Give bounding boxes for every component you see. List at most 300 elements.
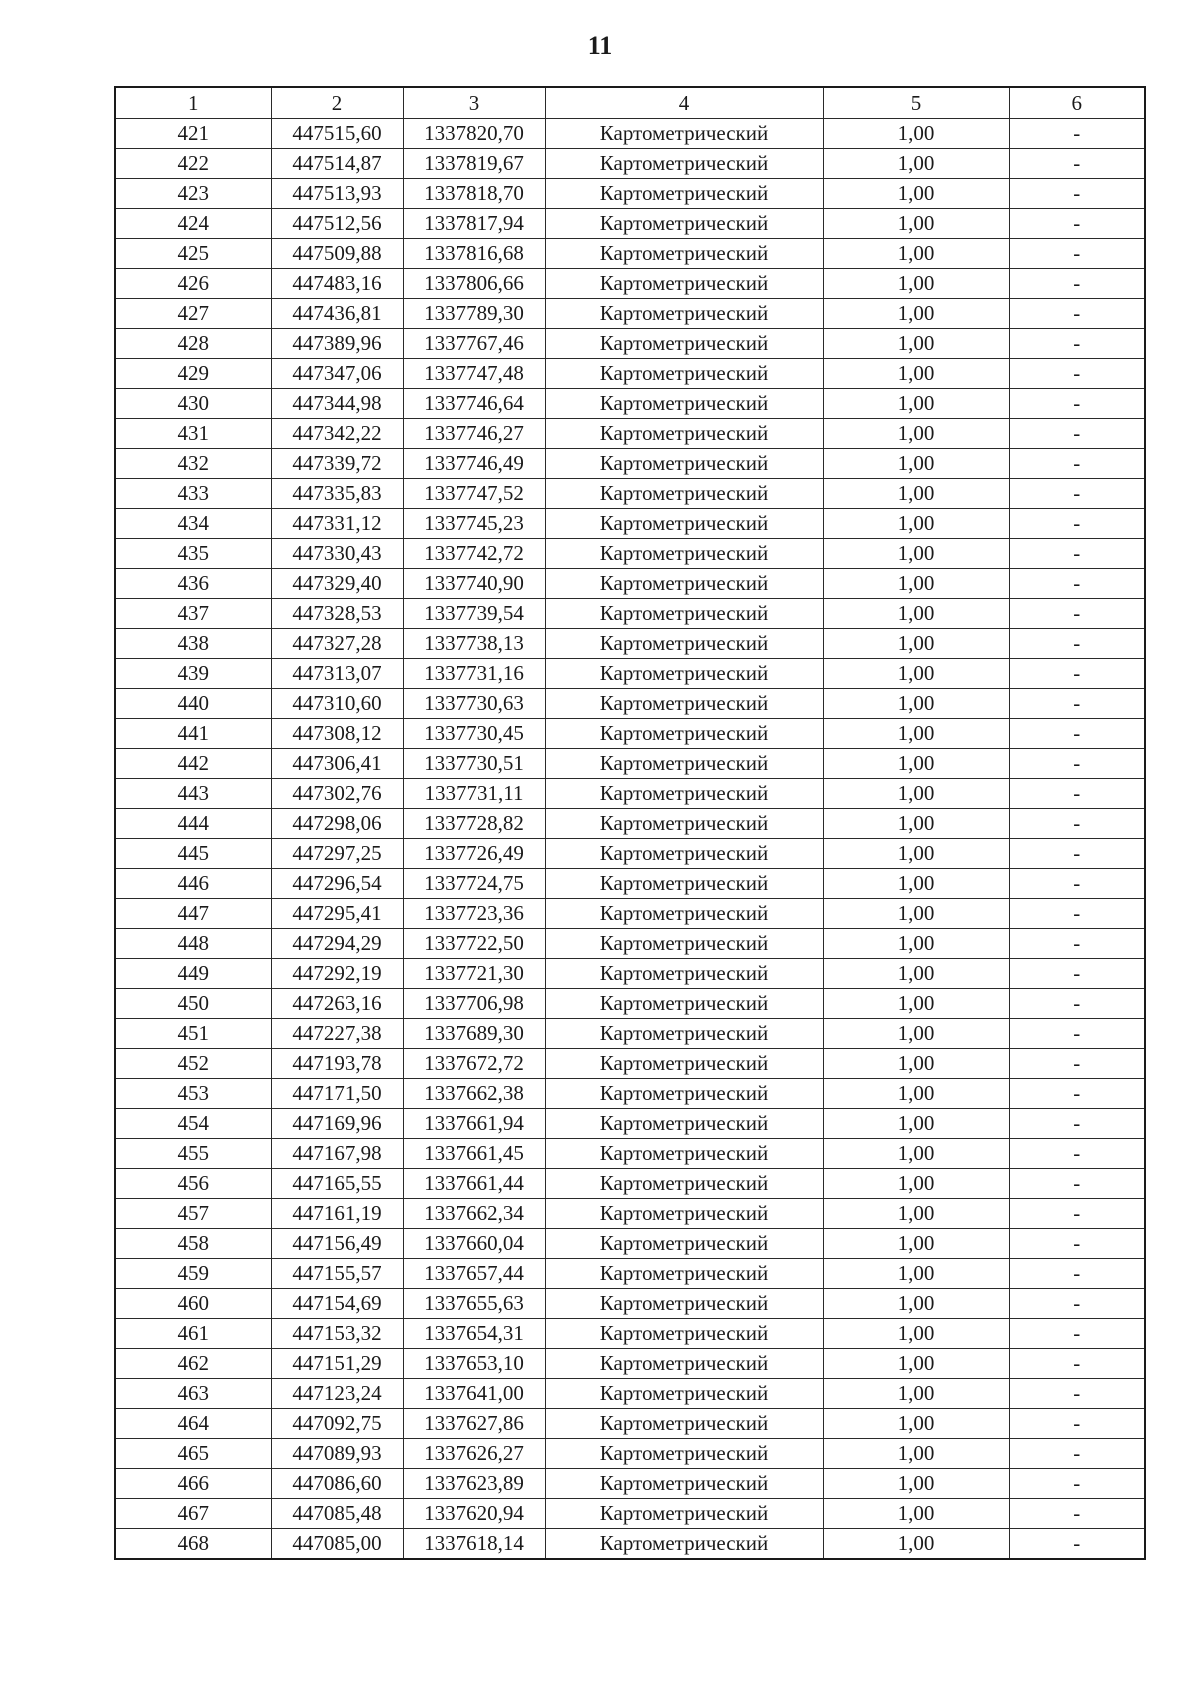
method-cell: Картометрический: [545, 749, 823, 779]
y-coordinate-cell: 1337745,23: [403, 509, 545, 539]
y-coordinate-cell: 1337767,46: [403, 329, 545, 359]
description-cell: -: [1009, 959, 1145, 989]
y-coordinate-cell: 1337662,38: [403, 1079, 545, 1109]
accuracy-cell: 1,00: [823, 1199, 1009, 1229]
point-number-cell: 448: [115, 929, 271, 959]
x-coordinate-cell: 447123,24: [271, 1379, 403, 1409]
accuracy-cell: 1,00: [823, 1109, 1009, 1139]
accuracy-cell: 1,00: [823, 959, 1009, 989]
accuracy-cell: 1,00: [823, 149, 1009, 179]
y-coordinate-cell: 1337627,86: [403, 1409, 545, 1439]
table-row: [115, 509, 1145, 539]
table-row: [115, 629, 1145, 659]
table-row: [115, 269, 1145, 299]
x-coordinate-cell: 447512,56: [271, 209, 403, 239]
description-cell: -: [1009, 1169, 1145, 1199]
point-number-cell: 456: [115, 1169, 271, 1199]
point-number-cell: 461: [115, 1319, 271, 1349]
method-cell: Картометрический: [545, 209, 823, 239]
y-coordinate-cell: 1337730,51: [403, 749, 545, 779]
y-coordinate-cell: 1337819,67: [403, 149, 545, 179]
description-cell: -: [1009, 1409, 1145, 1439]
x-coordinate-cell: 447086,60: [271, 1469, 403, 1499]
y-coordinate-cell: 1337789,30: [403, 299, 545, 329]
y-coordinate-cell: 1337657,44: [403, 1259, 545, 1289]
x-coordinate-cell: 447156,49: [271, 1229, 403, 1259]
point-number-cell: 443: [115, 779, 271, 809]
method-cell: Картометрический: [545, 569, 823, 599]
description-cell: -: [1009, 599, 1145, 629]
x-coordinate-cell: 447342,22: [271, 419, 403, 449]
x-coordinate-cell: 447085,00: [271, 1529, 403, 1560]
column-header-3: 3: [403, 87, 545, 119]
x-coordinate-cell: 447515,60: [271, 119, 403, 149]
x-coordinate-cell: 447308,12: [271, 719, 403, 749]
point-number-cell: 447: [115, 899, 271, 929]
method-cell: Картометрический: [545, 959, 823, 989]
description-cell: -: [1009, 479, 1145, 509]
x-coordinate-cell: 447292,19: [271, 959, 403, 989]
point-number-cell: 452: [115, 1049, 271, 1079]
column-header-6: 6: [1009, 87, 1145, 119]
x-coordinate-cell: 447167,98: [271, 1139, 403, 1169]
point-number-cell: 463: [115, 1379, 271, 1409]
method-cell: Картометрический: [545, 1529, 823, 1560]
table-row: [115, 1469, 1145, 1499]
x-coordinate-cell: 447298,06: [271, 809, 403, 839]
method-cell: Картометрический: [545, 389, 823, 419]
accuracy-cell: 1,00: [823, 1169, 1009, 1199]
y-coordinate-cell: 1337689,30: [403, 1019, 545, 1049]
description-cell: -: [1009, 419, 1145, 449]
method-cell: Картометрический: [545, 119, 823, 149]
x-coordinate-cell: 447296,54: [271, 869, 403, 899]
description-cell: -: [1009, 1469, 1145, 1499]
y-coordinate-cell: 1337746,64: [403, 389, 545, 419]
point-number-cell: 460: [115, 1289, 271, 1319]
table-row: [115, 749, 1145, 779]
accuracy-cell: 1,00: [823, 1139, 1009, 1169]
y-coordinate-cell: 1337654,31: [403, 1319, 545, 1349]
y-coordinate-cell: 1337738,13: [403, 629, 545, 659]
table-row: [115, 839, 1145, 869]
y-coordinate-cell: 1337618,14: [403, 1529, 545, 1560]
point-number-cell: 430: [115, 389, 271, 419]
description-cell: -: [1009, 119, 1145, 149]
point-number-cell: 426: [115, 269, 271, 299]
accuracy-cell: 1,00: [823, 539, 1009, 569]
method-cell: Картометрический: [545, 869, 823, 899]
accuracy-cell: 1,00: [823, 989, 1009, 1019]
table-row: [115, 299, 1145, 329]
column-header-4: 4: [545, 87, 823, 119]
method-cell: Картометрический: [545, 1499, 823, 1529]
method-cell: Картометрический: [545, 599, 823, 629]
x-coordinate-cell: 447310,60: [271, 689, 403, 719]
method-cell: Картометрический: [545, 1469, 823, 1499]
point-number-cell: 422: [115, 149, 271, 179]
description-cell: -: [1009, 1499, 1145, 1529]
description-cell: -: [1009, 869, 1145, 899]
point-number-cell: 446: [115, 869, 271, 899]
table-row: [115, 1019, 1145, 1049]
method-cell: Картометрический: [545, 1169, 823, 1199]
description-cell: -: [1009, 329, 1145, 359]
point-number-cell: 428: [115, 329, 271, 359]
description-cell: -: [1009, 509, 1145, 539]
method-cell: Картометрический: [545, 1139, 823, 1169]
method-cell: Картометрический: [545, 1199, 823, 1229]
x-coordinate-cell: 447347,06: [271, 359, 403, 389]
y-coordinate-cell: 1337672,72: [403, 1049, 545, 1079]
accuracy-cell: 1,00: [823, 479, 1009, 509]
x-coordinate-cell: 447295,41: [271, 899, 403, 929]
x-coordinate-cell: 447294,29: [271, 929, 403, 959]
description-cell: -: [1009, 989, 1145, 1019]
point-number-cell: 467: [115, 1499, 271, 1529]
description-cell: -: [1009, 1049, 1145, 1079]
x-coordinate-cell: 447329,40: [271, 569, 403, 599]
accuracy-cell: 1,00: [823, 1259, 1009, 1289]
x-coordinate-cell: 447509,88: [271, 239, 403, 269]
table-row: [115, 779, 1145, 809]
method-cell: Картометрический: [545, 689, 823, 719]
table-row: [115, 1049, 1145, 1079]
description-cell: -: [1009, 389, 1145, 419]
method-cell: Картометрический: [545, 269, 823, 299]
y-coordinate-cell: 1337730,63: [403, 689, 545, 719]
table-row: [115, 899, 1145, 929]
method-cell: Картометрический: [545, 719, 823, 749]
point-number-cell: 462: [115, 1349, 271, 1379]
y-coordinate-cell: 1337641,00: [403, 1379, 545, 1409]
point-number-cell: 449: [115, 959, 271, 989]
method-cell: Картометрический: [545, 779, 823, 809]
accuracy-cell: 1,00: [823, 569, 1009, 599]
point-number-cell: 466: [115, 1469, 271, 1499]
x-coordinate-cell: 447193,78: [271, 1049, 403, 1079]
method-cell: Картометрический: [545, 899, 823, 929]
description-cell: -: [1009, 749, 1145, 779]
table-row: [115, 1529, 1145, 1560]
table-body: [115, 119, 1145, 1560]
y-coordinate-cell: 1337746,27: [403, 419, 545, 449]
table-row: [115, 689, 1145, 719]
point-number-cell: 421: [115, 119, 271, 149]
table-row: [115, 449, 1145, 479]
description-cell: -: [1009, 239, 1145, 269]
x-coordinate-cell: 447227,38: [271, 1019, 403, 1049]
description-cell: -: [1009, 809, 1145, 839]
x-coordinate-cell: 447389,96: [271, 329, 403, 359]
accuracy-cell: 1,00: [823, 629, 1009, 659]
description-cell: -: [1009, 449, 1145, 479]
description-cell: -: [1009, 1379, 1145, 1409]
x-coordinate-cell: 447313,07: [271, 659, 403, 689]
point-number-cell: 439: [115, 659, 271, 689]
point-number-cell: 444: [115, 809, 271, 839]
point-number-cell: 457: [115, 1199, 271, 1229]
accuracy-cell: 1,00: [823, 509, 1009, 539]
description-cell: -: [1009, 629, 1145, 659]
description-cell: -: [1009, 1229, 1145, 1259]
method-cell: Картометрический: [545, 149, 823, 179]
x-coordinate-cell: 447306,41: [271, 749, 403, 779]
point-number-cell: 464: [115, 1409, 271, 1439]
table-row: [115, 1319, 1145, 1349]
description-cell: -: [1009, 839, 1145, 869]
x-coordinate-cell: 447330,43: [271, 539, 403, 569]
x-coordinate-cell: 447161,19: [271, 1199, 403, 1229]
accuracy-cell: 1,00: [823, 269, 1009, 299]
y-coordinate-cell: 1337623,89: [403, 1469, 545, 1499]
table-row: [115, 359, 1145, 389]
table-row: [115, 389, 1145, 419]
x-coordinate-cell: 447302,76: [271, 779, 403, 809]
accuracy-cell: 1,00: [823, 119, 1009, 149]
accuracy-cell: 1,00: [823, 329, 1009, 359]
y-coordinate-cell: 1337620,94: [403, 1499, 545, 1529]
table-row: [115, 1079, 1145, 1109]
y-coordinate-cell: 1337731,16: [403, 659, 545, 689]
method-cell: Картометрический: [545, 1439, 823, 1469]
method-cell: Картометрический: [545, 1019, 823, 1049]
accuracy-cell: 1,00: [823, 1529, 1009, 1560]
table-row: [115, 1409, 1145, 1439]
method-cell: Картометрический: [545, 1409, 823, 1439]
accuracy-cell: 1,00: [823, 719, 1009, 749]
accuracy-cell: 1,00: [823, 1289, 1009, 1319]
x-coordinate-cell: 447335,83: [271, 479, 403, 509]
x-coordinate-cell: 447085,48: [271, 1499, 403, 1529]
x-coordinate-cell: 447263,16: [271, 989, 403, 1019]
x-coordinate-cell: 447169,96: [271, 1109, 403, 1139]
point-number-cell: 458: [115, 1229, 271, 1259]
method-cell: Картометрический: [545, 179, 823, 209]
column-header-1: 1: [115, 87, 271, 119]
description-cell: -: [1009, 719, 1145, 749]
description-cell: -: [1009, 1139, 1145, 1169]
accuracy-cell: 1,00: [823, 299, 1009, 329]
method-cell: Картометрический: [545, 1109, 823, 1139]
point-number-cell: 429: [115, 359, 271, 389]
x-coordinate-cell: 447513,93: [271, 179, 403, 209]
method-cell: Картометрический: [545, 1259, 823, 1289]
y-coordinate-cell: 1337730,45: [403, 719, 545, 749]
x-coordinate-cell: 447328,53: [271, 599, 403, 629]
method-cell: Картометрический: [545, 1049, 823, 1079]
y-coordinate-cell: 1337731,11: [403, 779, 545, 809]
column-header-2: 2: [271, 87, 403, 119]
description-cell: -: [1009, 1439, 1145, 1469]
table-row: [115, 1379, 1145, 1409]
method-cell: Картометрический: [545, 1289, 823, 1319]
description-cell: -: [1009, 1019, 1145, 1049]
description-cell: -: [1009, 1319, 1145, 1349]
column-header-5: 5: [823, 87, 1009, 119]
method-cell: Картометрический: [545, 809, 823, 839]
y-coordinate-cell: 1337661,45: [403, 1139, 545, 1169]
table-row: [115, 959, 1145, 989]
point-number-cell: 433: [115, 479, 271, 509]
x-coordinate-cell: 447165,55: [271, 1169, 403, 1199]
table-row: [115, 719, 1145, 749]
method-cell: Картометрический: [545, 539, 823, 569]
accuracy-cell: 1,00: [823, 1229, 1009, 1259]
y-coordinate-cell: 1337722,50: [403, 929, 545, 959]
y-coordinate-cell: 1337660,04: [403, 1229, 545, 1259]
accuracy-cell: 1,00: [823, 389, 1009, 419]
y-coordinate-cell: 1337726,49: [403, 839, 545, 869]
table-row: [115, 1229, 1145, 1259]
accuracy-cell: 1,00: [823, 929, 1009, 959]
description-cell: -: [1009, 899, 1145, 929]
x-coordinate-cell: 447483,16: [271, 269, 403, 299]
point-number-cell: 431: [115, 419, 271, 449]
method-cell: Картометрический: [545, 359, 823, 389]
table-row: [115, 179, 1145, 209]
point-number-cell: 459: [115, 1259, 271, 1289]
y-coordinate-cell: 1337661,44: [403, 1169, 545, 1199]
method-cell: Картометрический: [545, 839, 823, 869]
method-cell: Картометрический: [545, 419, 823, 449]
x-coordinate-cell: 447155,57: [271, 1259, 403, 1289]
accuracy-cell: 1,00: [823, 1439, 1009, 1469]
y-coordinate-cell: 1337653,10: [403, 1349, 545, 1379]
coordinates-table: [114, 86, 1146, 1560]
y-coordinate-cell: 1337746,49: [403, 449, 545, 479]
accuracy-cell: 1,00: [823, 779, 1009, 809]
accuracy-cell: 1,00: [823, 239, 1009, 269]
table-row: [115, 1349, 1145, 1379]
method-cell: Картометрический: [545, 929, 823, 959]
x-coordinate-cell: 447331,12: [271, 509, 403, 539]
accuracy-cell: 1,00: [823, 1019, 1009, 1049]
table-row: [115, 569, 1145, 599]
y-coordinate-cell: 1337724,75: [403, 869, 545, 899]
y-coordinate-cell: 1337655,63: [403, 1289, 545, 1319]
description-cell: -: [1009, 179, 1145, 209]
description-cell: -: [1009, 689, 1145, 719]
description-cell: -: [1009, 149, 1145, 179]
accuracy-cell: 1,00: [823, 869, 1009, 899]
accuracy-cell: 1,00: [823, 1409, 1009, 1439]
x-coordinate-cell: 447092,75: [271, 1409, 403, 1439]
method-cell: Картометрический: [545, 629, 823, 659]
point-number-cell: 427: [115, 299, 271, 329]
point-number-cell: 450: [115, 989, 271, 1019]
accuracy-cell: 1,00: [823, 1499, 1009, 1529]
y-coordinate-cell: 1337817,94: [403, 209, 545, 239]
accuracy-cell: 1,00: [823, 1079, 1009, 1109]
y-coordinate-cell: 1337806,66: [403, 269, 545, 299]
point-number-cell: 441: [115, 719, 271, 749]
point-number-cell: 432: [115, 449, 271, 479]
x-coordinate-cell: 447344,98: [271, 389, 403, 419]
y-coordinate-cell: 1337662,34: [403, 1199, 545, 1229]
method-cell: Картометрический: [545, 1319, 823, 1349]
x-coordinate-cell: 447327,28: [271, 629, 403, 659]
accuracy-cell: 1,00: [823, 689, 1009, 719]
description-cell: -: [1009, 269, 1145, 299]
description-cell: -: [1009, 1259, 1145, 1289]
accuracy-cell: 1,00: [823, 179, 1009, 209]
method-cell: Картометрический: [545, 1349, 823, 1379]
table-row: [115, 1169, 1145, 1199]
description-cell: -: [1009, 1079, 1145, 1109]
description-cell: -: [1009, 569, 1145, 599]
accuracy-cell: 1,00: [823, 899, 1009, 929]
y-coordinate-cell: 1337626,27: [403, 1439, 545, 1469]
description-cell: -: [1009, 299, 1145, 329]
table-row: [115, 239, 1145, 269]
table-row: [115, 1199, 1145, 1229]
point-number-cell: 424: [115, 209, 271, 239]
table-row: [115, 1289, 1145, 1319]
method-cell: Картометрический: [545, 1229, 823, 1259]
x-coordinate-cell: 447151,29: [271, 1349, 403, 1379]
point-number-cell: 454: [115, 1109, 271, 1139]
table-row: [115, 1439, 1145, 1469]
description-cell: -: [1009, 929, 1145, 959]
x-coordinate-cell: 447297,25: [271, 839, 403, 869]
y-coordinate-cell: 1337723,36: [403, 899, 545, 929]
method-cell: Картометрический: [545, 449, 823, 479]
y-coordinate-cell: 1337742,72: [403, 539, 545, 569]
point-number-cell: 451: [115, 1019, 271, 1049]
accuracy-cell: 1,00: [823, 1379, 1009, 1409]
description-cell: -: [1009, 539, 1145, 569]
table-row: [115, 659, 1145, 689]
point-number-cell: 468: [115, 1529, 271, 1560]
method-cell: Картометрический: [545, 509, 823, 539]
table-row: [115, 929, 1145, 959]
y-coordinate-cell: 1337818,70: [403, 179, 545, 209]
point-number-cell: 442: [115, 749, 271, 779]
table-row: [115, 479, 1145, 509]
table-row: [115, 1499, 1145, 1529]
table-row: [115, 599, 1145, 629]
x-coordinate-cell: 447171,50: [271, 1079, 403, 1109]
accuracy-cell: 1,00: [823, 1349, 1009, 1379]
accuracy-cell: 1,00: [823, 1469, 1009, 1499]
description-cell: -: [1009, 359, 1145, 389]
point-number-cell: 453: [115, 1079, 271, 1109]
method-cell: Картометрический: [545, 1079, 823, 1109]
method-cell: Картометрический: [545, 659, 823, 689]
y-coordinate-cell: 1337661,94: [403, 1109, 545, 1139]
description-cell: -: [1009, 1199, 1145, 1229]
point-number-cell: 438: [115, 629, 271, 659]
table-row: [115, 419, 1145, 449]
y-coordinate-cell: 1337747,52: [403, 479, 545, 509]
accuracy-cell: 1,00: [823, 359, 1009, 389]
table-row: [115, 119, 1145, 149]
x-coordinate-cell: 447514,87: [271, 149, 403, 179]
table-row: [115, 869, 1145, 899]
accuracy-cell: 1,00: [823, 809, 1009, 839]
point-number-cell: 440: [115, 689, 271, 719]
y-coordinate-cell: 1337747,48: [403, 359, 545, 389]
method-cell: Картометрический: [545, 239, 823, 269]
description-cell: -: [1009, 779, 1145, 809]
table-row: [115, 1139, 1145, 1169]
accuracy-cell: 1,00: [823, 659, 1009, 689]
accuracy-cell: 1,00: [823, 1049, 1009, 1079]
table-row: [115, 539, 1145, 569]
method-cell: Картометрический: [545, 989, 823, 1019]
table-row: [115, 149, 1145, 179]
